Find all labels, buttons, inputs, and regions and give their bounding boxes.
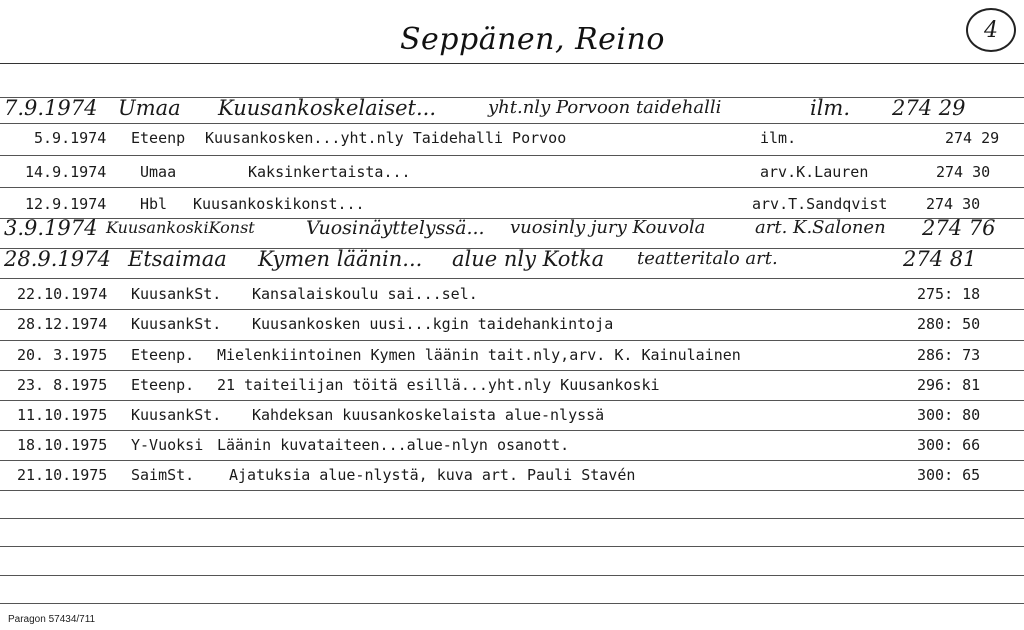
card-rule — [0, 340, 1024, 341]
entry-source: KuusankoskiKonst — [106, 218, 255, 237]
entry-source: Y-Vuoksi — [131, 436, 204, 454]
entry-note: art. K.Salonen — [755, 217, 886, 238]
card-rule — [0, 460, 1024, 461]
card-rule — [0, 370, 1024, 371]
entry-title: Kuusankosken uusi...kgin taidehankintoja — [252, 315, 614, 333]
card-rule — [0, 430, 1024, 431]
card-rule — [0, 490, 1024, 491]
entry-source: Etsaimaa — [128, 247, 227, 271]
entry-title: 21 taiteilijan töitä esillä...yht.nly Kuusankoski — [217, 376, 660, 394]
entry-row — [0, 375, 1024, 399]
entry-reference: 280: 50 — [917, 315, 981, 333]
card-rule — [0, 155, 1024, 156]
entry-note: arv.K.Lauren — [760, 163, 869, 181]
entry-date: 23. 8.1975 — [17, 376, 108, 394]
entry-row — [0, 162, 1024, 186]
entry-reference: 274 29 — [945, 129, 1000, 147]
entry-source: Umaa — [140, 163, 177, 181]
entry-date: 28.9.1974 — [4, 247, 111, 271]
entry-row — [0, 465, 1024, 489]
card-rule — [0, 123, 1024, 124]
entry-source: KuusankSt. — [131, 285, 222, 303]
entry-source: Eteenp. — [131, 376, 195, 394]
entry-reference: 300: 80 — [917, 406, 981, 424]
artist-name: Seppänen, Reino — [400, 22, 665, 57]
entry-date: 12.9.1974 — [25, 195, 107, 213]
card-rule — [0, 518, 1024, 519]
entry-detail: alue nly Kotka — [452, 247, 605, 271]
entry-date: 22.10.1974 — [17, 285, 108, 303]
entry-title: Kuusankosken...yht.nly Taidehalli Porvoo — [205, 129, 567, 147]
card-rule — [0, 309, 1024, 310]
entry-title: Kymen läänin... — [258, 247, 423, 271]
entry-row-handwritten — [0, 216, 1024, 240]
entry-date: 20. 3.1975 — [17, 346, 108, 364]
entry-reference: 275: 18 — [917, 285, 981, 303]
entry-note: teatteritalo art. — [637, 248, 778, 269]
entry-date: 11.10.1975 — [17, 406, 108, 424]
entry-reference: 274 30 — [926, 195, 981, 213]
entry-detail: vuosinly jury Kouvola — [510, 217, 706, 238]
entry-date: 14.9.1974 — [25, 163, 107, 181]
entry-title: Mielenkiintoinen Kymen läänin tait.nly,arv. K. Kainulainen — [217, 346, 741, 364]
entry-date: 7.9.1974 — [4, 96, 98, 120]
card-rule — [0, 575, 1024, 576]
entry-title: Vuosinäyttelyssä... — [306, 217, 485, 239]
entry-title: Kuusankoskikonst... — [193, 195, 365, 213]
entry-source: KuusankSt. — [131, 315, 222, 333]
entry-row — [0, 194, 1024, 218]
entry-row-handwritten — [0, 96, 1024, 120]
entry-date: 18.10.1975 — [17, 436, 108, 454]
entry-row — [0, 435, 1024, 459]
entry-row — [0, 128, 1024, 152]
card-number-badge: 4 — [966, 8, 1016, 52]
entry-source: Hbl — [140, 195, 168, 213]
entry-source: Eteenp. — [131, 346, 195, 364]
entry-title: Kuusankoskelaiset... — [218, 96, 437, 120]
entry-reference: 274 29 — [892, 96, 966, 120]
entry-row-handwritten — [0, 247, 1024, 271]
entry-source: Umaa — [118, 96, 181, 120]
entry-title: Kaksinkertaista... — [248, 163, 411, 181]
entry-row — [0, 314, 1024, 338]
card-rule — [0, 63, 1024, 64]
entry-title: Kahdeksan kuusankoskelaista alue-nlyssä — [252, 406, 605, 424]
entry-reference: 286: 73 — [917, 346, 981, 364]
card-rule — [0, 278, 1024, 279]
entry-note: ilm. — [810, 96, 851, 120]
card-rule — [0, 546, 1024, 547]
entry-title: Läänin kuvataiteen...alue-nlyn osanott. — [217, 436, 570, 454]
entry-date: 3.9.1974 — [4, 216, 98, 240]
card-rule — [0, 187, 1024, 188]
entry-row — [0, 345, 1024, 369]
entry-detail: yht.nly Porvoon taidehalli — [488, 97, 722, 118]
card-rule — [0, 603, 1024, 604]
entry-note: ilm. — [760, 129, 797, 147]
entry-reference: 296: 81 — [917, 376, 981, 394]
entry-source: Eteenp — [131, 129, 186, 147]
entry-date: 28.12.1974 — [17, 315, 108, 333]
printer-imprint: Paragon 57434/711 — [8, 614, 96, 625]
entry-reference: 274 76 — [922, 216, 996, 240]
card-rule — [0, 400, 1024, 401]
entry-reference: 274 81 — [903, 247, 977, 271]
entry-date: 21.10.1975 — [17, 466, 108, 484]
entry-note: arv.T.Sandqvist — [752, 195, 888, 213]
entry-source: KuusankSt. — [131, 406, 222, 424]
entry-row — [0, 405, 1024, 429]
entry-source: SaimSt. — [131, 466, 195, 484]
entry-reference: 300: 66 — [917, 436, 981, 454]
entry-reference: 274 30 — [936, 163, 991, 181]
entry-title: Kansalaiskoulu sai...sel. — [252, 285, 478, 303]
entry-reference: 300: 65 — [917, 466, 981, 484]
entry-row — [0, 284, 1024, 308]
entry-title: Ajatuksia alue-nlystä, kuva art. Pauli Stavén — [229, 466, 636, 484]
entry-date: 5.9.1974 — [34, 129, 107, 147]
